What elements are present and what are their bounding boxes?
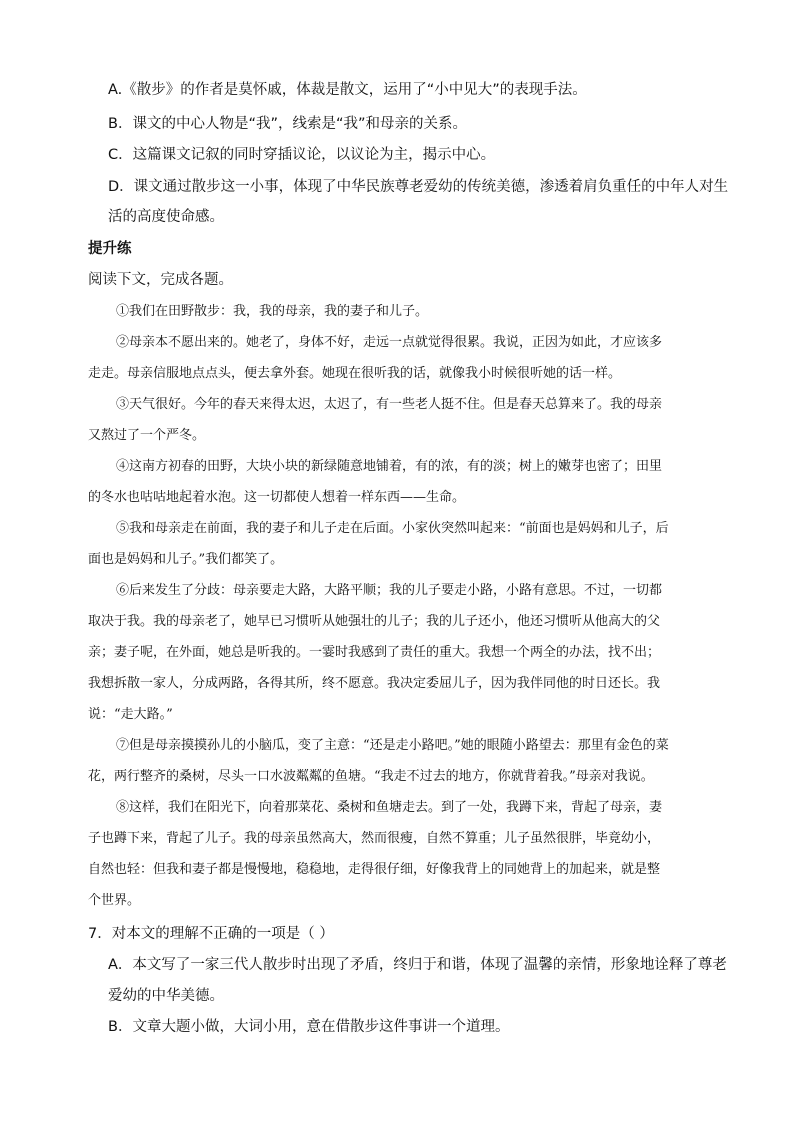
question-7-stem: 7．对本文的理解不正确的一项是（ ） — [88, 926, 334, 942]
passage-p2-line2: 走走。母亲信服地点点头，便去拿外套。她现在很听我的话，就像我小时候很听她的话一样。 — [88, 366, 622, 381]
passage-p8-line4: 个世界。 — [88, 893, 141, 908]
question-7-option-a-line1: A．本文写了一家三代人散步时出现了矛盾，终归于和谐，体现了温馨的亲情，形象地诠释了尊老 — [108, 957, 727, 973]
passage-p6-line3: 亲；妻子呢，在外面，她总是听我的。一霎时我感到了责任的重大。我想一个两全的办法，找不出； — [88, 645, 661, 660]
passage-p6-line2: 取决于我。我的母亲老了，她早已习惯听从她强壮的儿子；我的儿子还小，他还习惯听从他高大的父 — [88, 614, 661, 629]
passage-p7-line1: ⑦但是母亲摸摸孙儿的小脑瓜，变了主意：“还是走小路吧。”她的眼随小路望去：那里有金色的菜 — [116, 738, 669, 753]
passage-p5-line1: ⑤我和母亲走在前面，我的妻子和儿子走在后面。小家伙突然叫起来：“前面也是妈妈和儿子，后 — [116, 521, 669, 536]
passage-p4-line2: 的冬水也咕咕地起着水泡。这一切都使人想着一样东西——生命。 — [88, 490, 466, 505]
section-instruction: 阅读下文，完成各题。 — [88, 272, 233, 288]
passage-p6-line5: 说：“走大路。” — [88, 707, 173, 722]
question-7-option-b: B．文章大题小做，大词小用，意在借散步这件事讲一个道理。 — [108, 1019, 510, 1035]
passage-p2-line1: ②母亲本不愿出来的。她老了，身体不好，走远一点就觉得很累。我说，正因为如此，才应该多 — [116, 335, 663, 350]
prev-option-c: C．这篇课文记叙的同时穿插议论，以议论为主，揭示中心。 — [108, 147, 496, 163]
passage-p5-line2: 面也是妈妈和儿子。”我们都笑了。 — [88, 552, 284, 567]
passage-p8-line2: 子也蹲下来，背起了儿子。我的母亲虽然高大，然而很瘦，自然不算重；儿子虽然很胖，毕竟幼小， — [88, 831, 661, 846]
section-heading: 提升练 — [88, 241, 132, 257]
passage-p1: ①我们在田野散步：我，我的母亲，我的妻子和儿子。 — [116, 304, 429, 319]
prev-option-d-line1: D．课文通过散步这一小事，体现了中华民族尊老爱幼的传统美德，渗透着肩负重任的中年人对生 — [108, 179, 729, 195]
passage-p8-line3: 自然也轻：但我和妻子都是慢慢地，稳稳地，走得很仔细，好像我背上的同她背上的加起来，就是整 — [88, 862, 661, 877]
prev-option-d-line2: 活的高度使命感。 — [108, 209, 224, 225]
passage-p7-line2: 花，两行整齐的桑树，尽头一口水波粼粼的鱼塘。“我走不过去的地方，你就背着我。”母亲对我说。 — [88, 769, 654, 784]
passage-p3-line2: 又熬过了一个严冬。 — [88, 428, 206, 443]
passage-p3-line1: ③天气很好。今年的春天来得太迟，太迟了，有一些老人挺不住。但是春天总算来了。我的母亲 — [116, 397, 663, 412]
prev-option-a: A.《散步》的作者是莫怀戚，体裁是散文，运用了“小中见大”的表现手法。 — [108, 82, 587, 98]
prev-option-b: B．课文的中心人物是“我”，线索是“我”和母亲的关系。 — [108, 116, 467, 132]
passage-p6-line1: ⑥后来发生了分歧：母亲要走大路，大路平顺；我的儿子要走小路，小路有意思。不过，一切都 — [116, 583, 663, 598]
passage-p8-line1: ⑧这样，我们在阳光下，向着那菜花、桑树和鱼塘走去。到了一处，我蹲下来，背起了母亲，妻 — [116, 800, 663, 815]
passage-p4-line1: ④这南方初春的田野，大块小块的新绿随意地铺着，有的浓，有的淡；树上的嫩芽也密了；田里 — [116, 459, 663, 474]
question-7-option-a-line2: 爱幼的中华美德。 — [108, 988, 224, 1004]
passage-p6-line4: 我想拆散一家人，分成两路，各得其所，终不愿意。我决定委屈儿子，因为我伴同他的时日还长。我 — [88, 676, 661, 691]
